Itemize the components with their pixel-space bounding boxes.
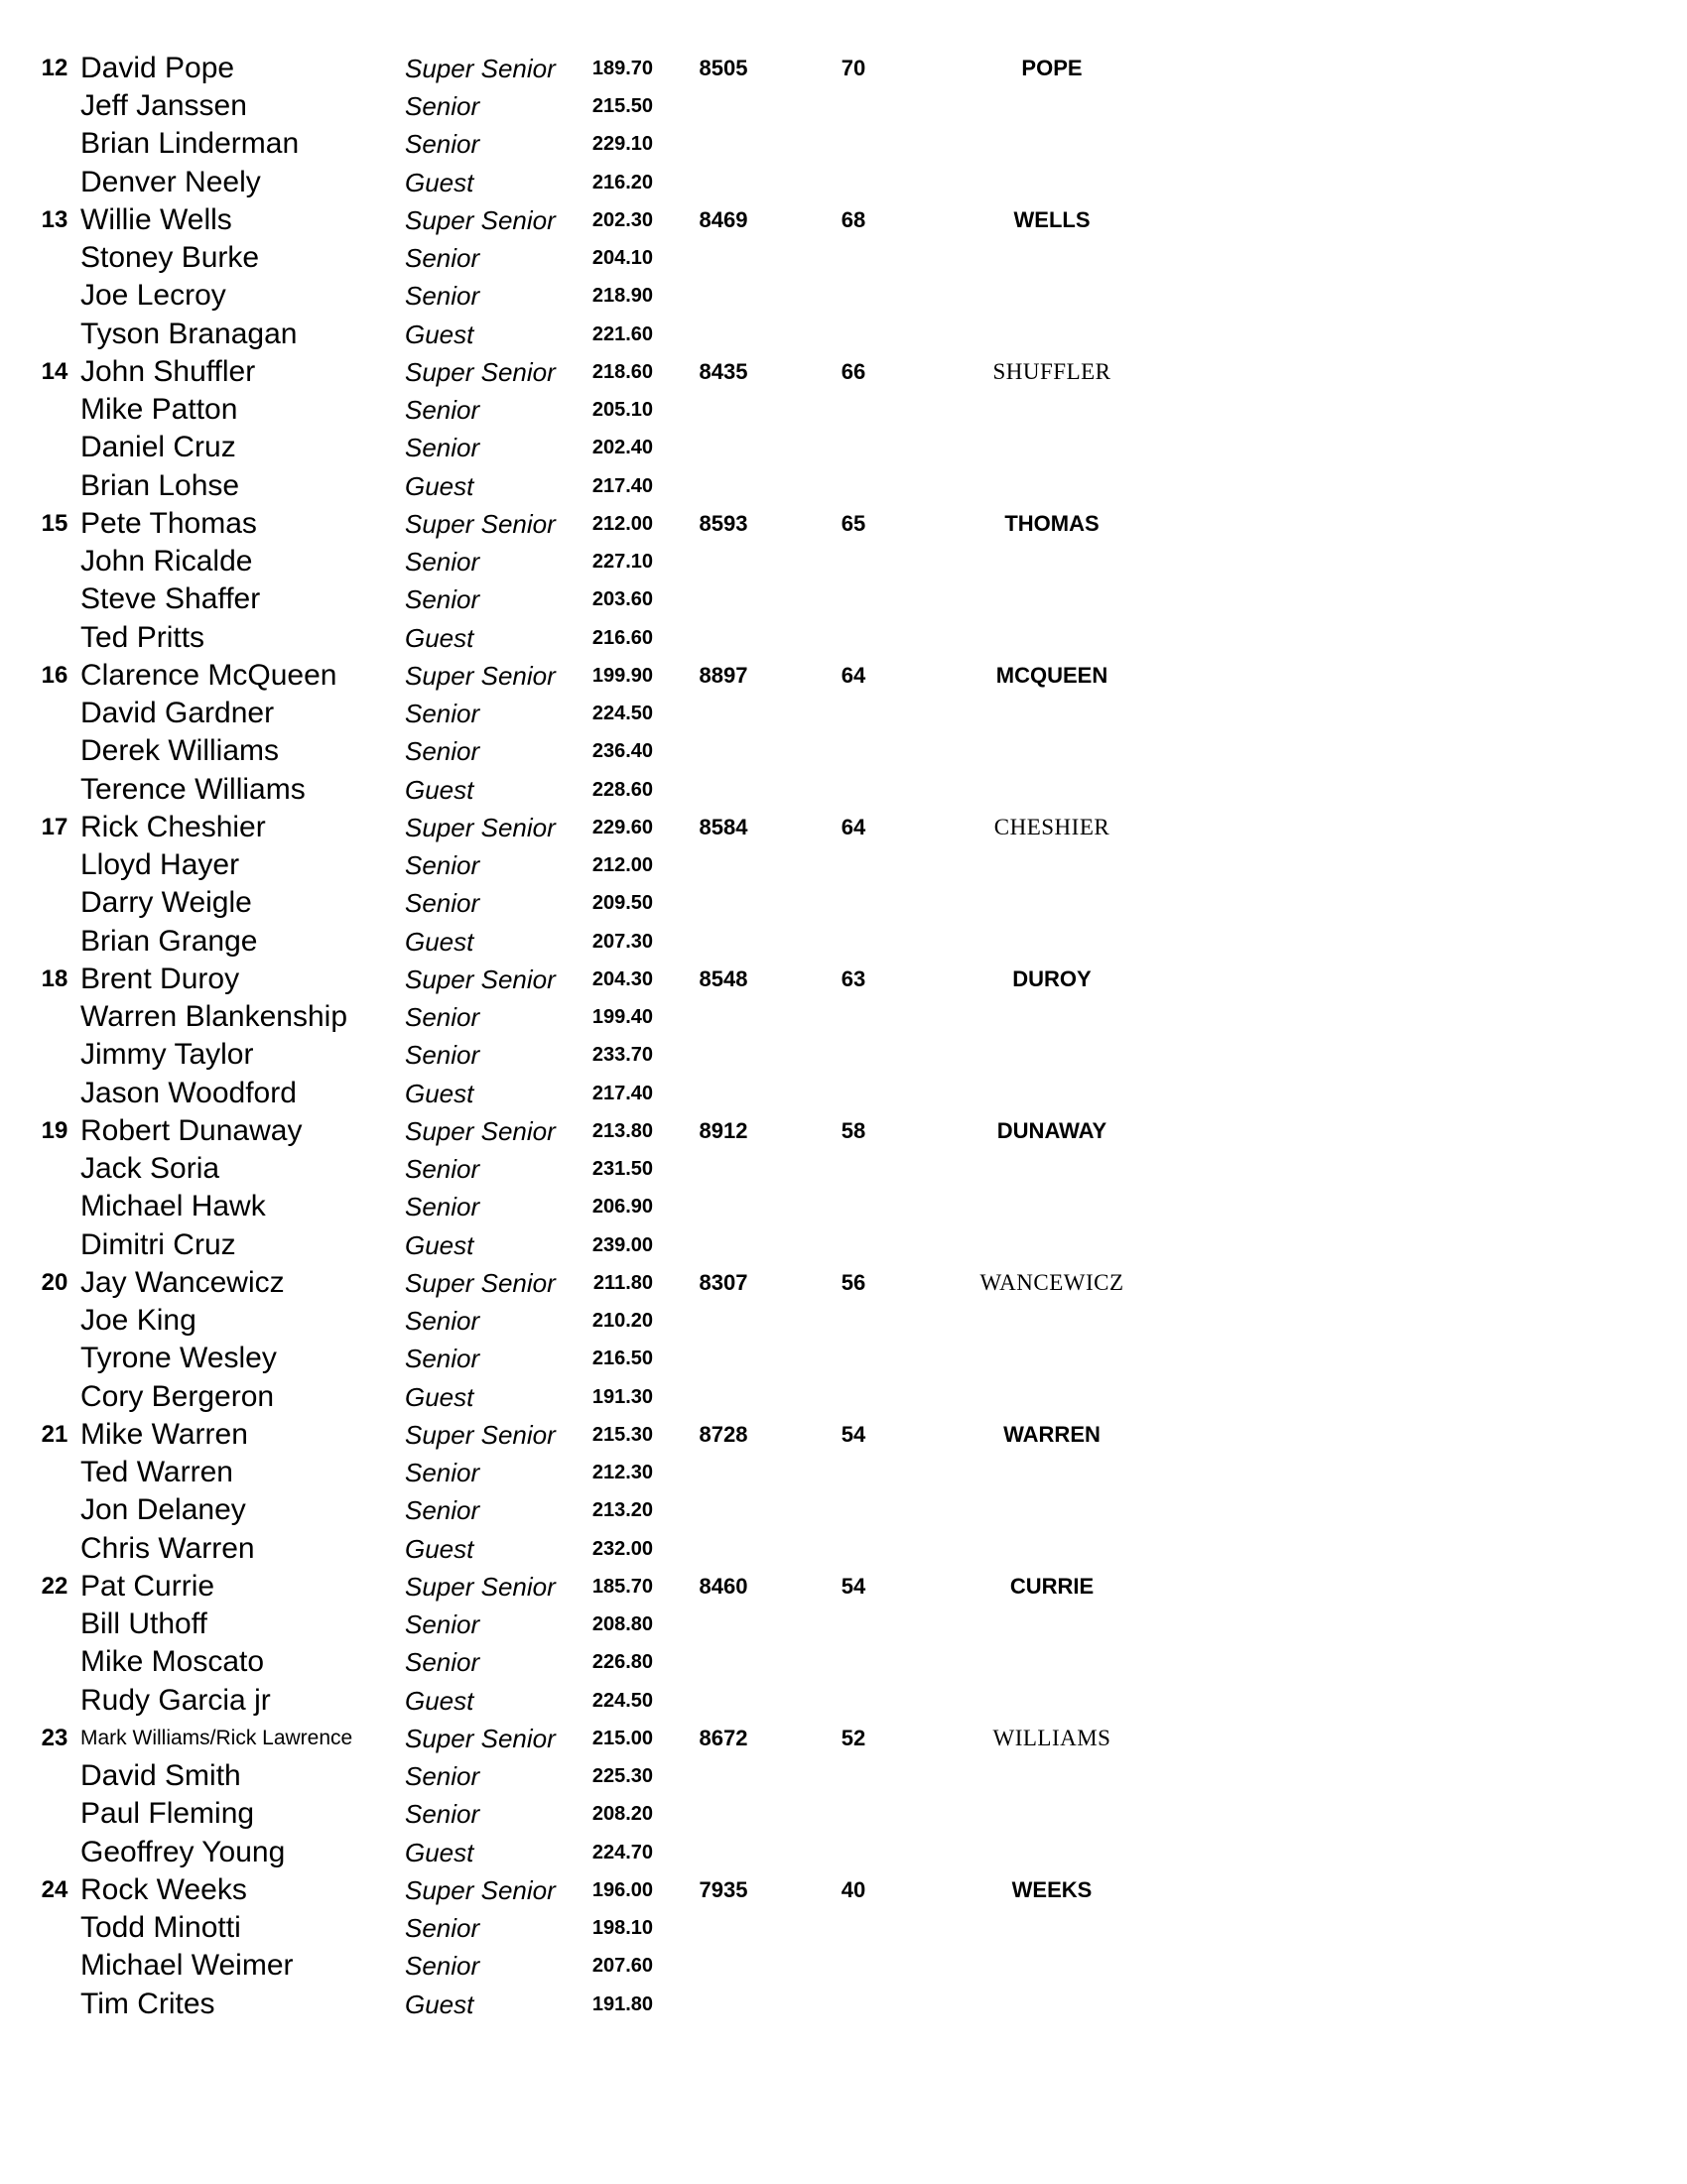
bowler-name: Jon Delaney <box>80 1493 246 1527</box>
team-block <box>0 1264 1687 1416</box>
bowler-score: 209.50 <box>591 892 653 915</box>
team-member-row <box>0 164 1687 201</box>
bowler-division: Guest <box>405 1078 474 1108</box>
team-member-row <box>0 505 1687 543</box>
team-rank: 17 <box>41 814 68 840</box>
bowler-name: David Pope <box>80 52 235 84</box>
bowler-division: Senior <box>405 395 480 426</box>
team-member-row <box>0 619 1687 657</box>
team-block <box>0 1112 1687 1264</box>
bowler-name: Tyrone Wesley <box>80 1342 277 1375</box>
bowler-division: Super Senior <box>405 813 556 842</box>
bowler-division: Guest <box>405 1685 474 1716</box>
bowler-score: 199.90 <box>591 665 653 687</box>
team-member-row <box>0 657 1687 695</box>
bowler-division: Guest <box>405 470 474 501</box>
team-rank: 16 <box>41 662 68 689</box>
bowler-name: John Shuffler <box>80 355 256 388</box>
bowler-name: Clarence McQueen <box>80 659 337 692</box>
bowler-score: 231.50 <box>591 1158 653 1181</box>
bowler-score: 215.00 <box>591 1728 653 1749</box>
bowler-name: Derek Williams <box>80 734 280 768</box>
team-member-row <box>0 125 1687 163</box>
team-member-row <box>0 1909 1687 1947</box>
bowler-division: Super Senior <box>405 661 556 691</box>
bowler-division: Super Senior <box>405 964 556 994</box>
team-name: WELLS <box>1013 207 1091 232</box>
team-member-row <box>0 961 1687 998</box>
team-block <box>0 1568 1687 1720</box>
team-block <box>0 657 1687 809</box>
bowler-division: Senior <box>405 1609 480 1640</box>
bowler-name: Darry Weigle <box>80 886 252 920</box>
bowler-score: 212.00 <box>591 513 653 535</box>
team-total: 8584 <box>699 815 748 839</box>
bowler-name: Pete Thomas <box>80 507 257 540</box>
bowler-division: Guest <box>405 167 474 197</box>
bowler-name: Cory Bergeron <box>80 1379 275 1413</box>
bowler-division: Guest <box>405 622 474 653</box>
team-name: THOMAS <box>1004 511 1100 536</box>
bowler-score: 216.60 <box>591 626 653 649</box>
team-member-row <box>0 277 1687 315</box>
team-member-row <box>0 1226 1687 1264</box>
team-name: WANCEWICZ <box>979 1270 1124 1295</box>
team-total: 8548 <box>699 966 748 991</box>
bowler-score: 224.70 <box>591 1841 653 1863</box>
team-block <box>0 1720 1687 1871</box>
bowler-name: Rick Cheshier <box>80 811 266 843</box>
bowler-division: Super Senior <box>405 509 556 539</box>
bowler-score: 213.20 <box>591 1499 653 1522</box>
bowler-division: Guest <box>405 319 474 349</box>
bowler-division: Senior <box>405 547 480 578</box>
team-rank: 22 <box>41 1573 68 1600</box>
team-member-row <box>0 1416 1687 1454</box>
bowler-division: Senior <box>405 1647 480 1678</box>
team-block <box>0 961 1687 1112</box>
bowler-division: Guest <box>405 1989 474 2019</box>
bowler-name: Mike Patton <box>80 393 238 427</box>
bowler-name: Warren Blankenship <box>80 1000 348 1034</box>
team-member-row <box>0 1606 1687 1643</box>
team-total: 8728 <box>699 1422 748 1447</box>
bowler-division: Senior <box>405 1344 480 1374</box>
bowler-division: Senior <box>405 1306 480 1337</box>
bowler-score: 196.00 <box>591 1879 653 1901</box>
team-points: 64 <box>841 815 866 839</box>
team-member-row <box>0 998 1687 1036</box>
team-member-row <box>0 467 1687 505</box>
bowler-division: Senior <box>405 91 480 122</box>
bowler-score: 204.10 <box>591 247 653 270</box>
team-points: 65 <box>841 511 866 536</box>
bowler-division: Senior <box>405 1495 480 1526</box>
bowler-name: Daniel Cruz <box>80 431 236 464</box>
bowler-division: Super Senior <box>405 1116 556 1146</box>
bowler-division: Super Senior <box>405 1420 556 1450</box>
bowler-division: Guest <box>405 1229 474 1260</box>
team-points: 58 <box>841 1118 866 1143</box>
bowler-score: 229.60 <box>591 817 653 838</box>
team-member-row <box>0 429 1687 466</box>
team-name: POPE <box>1021 56 1083 80</box>
bowler-name: Jason Woodford <box>80 1076 297 1109</box>
bowler-score: 206.90 <box>591 1196 653 1219</box>
team-name: WILLIAMS <box>992 1726 1111 1750</box>
bowler-name: David Smith <box>80 1759 241 1793</box>
bowler-score: 225.30 <box>591 1765 653 1788</box>
bowler-name: Jimmy Taylor <box>80 1038 254 1072</box>
team-name: WEEKS <box>1011 1877 1093 1902</box>
bowler-division: Senior <box>405 850 480 881</box>
bowler-name: Terence Williams <box>80 772 306 806</box>
team-member-row <box>0 695 1687 732</box>
bowler-name: David Gardner <box>80 697 275 730</box>
team-member-row <box>0 1454 1687 1491</box>
team-member-row <box>0 1871 1687 1909</box>
bowler-score: 215.50 <box>591 95 653 118</box>
team-points: 68 <box>841 207 866 232</box>
team-total: 8435 <box>699 359 748 384</box>
bowler-score: 239.00 <box>591 1233 653 1256</box>
team-member-row <box>0 201 1687 239</box>
bowler-division: Senior <box>405 736 480 767</box>
bowler-name: Jay Wancewicz <box>80 1266 285 1299</box>
bowler-score: 224.50 <box>591 703 653 725</box>
team-points: 40 <box>841 1877 866 1902</box>
bowler-score: 210.20 <box>591 1310 653 1333</box>
bowler-division: Super Senior <box>405 1572 556 1602</box>
team-member-row <box>0 1720 1687 1757</box>
team-standings-list <box>0 50 1687 2023</box>
bowler-name: Brent Duroy <box>80 963 240 995</box>
team-name: DUROY <box>1012 966 1092 991</box>
bowler-name: Jeff Janssen <box>80 89 247 123</box>
team-member-row <box>0 1682 1687 1720</box>
bowler-name: Brian Linderman <box>80 127 300 161</box>
team-points: 52 <box>841 1726 866 1750</box>
team-member-row <box>0 316 1687 353</box>
bowler-score: 208.20 <box>591 1803 653 1826</box>
bowler-name: Ted Warren <box>80 1456 233 1489</box>
bowler-name: Brian Grange <box>80 924 258 958</box>
team-block <box>0 50 1687 201</box>
team-member-row <box>0 391 1687 429</box>
team-name: SHUFFLER <box>992 359 1111 384</box>
team-member-row <box>0 1264 1687 1302</box>
bowler-score: 233.70 <box>591 1044 653 1067</box>
team-rank: 18 <box>41 965 68 992</box>
team-member-row <box>0 1150 1687 1188</box>
bowler-name: Rudy Garcia jr <box>80 1683 271 1717</box>
team-member-row <box>0 239 1687 277</box>
team-points: 70 <box>841 56 866 80</box>
team-points: 54 <box>841 1422 866 1447</box>
team-member-row <box>0 923 1687 961</box>
team-member-row <box>0 1947 1687 1985</box>
bowler-score: 217.40 <box>591 474 653 497</box>
bowler-name: Willie Wells <box>80 203 232 236</box>
team-rank: 20 <box>41 1269 68 1296</box>
bowler-division: Senior <box>405 1192 480 1222</box>
team-rank: 14 <box>41 358 68 385</box>
bowler-name: Steve Shaffer <box>80 582 261 616</box>
team-member-row <box>0 1188 1687 1225</box>
bowler-name: Chris Warren <box>80 1531 255 1565</box>
team-name: MCQUEEN <box>995 663 1108 688</box>
bowler-division: Senior <box>405 1154 480 1185</box>
team-member-row <box>0 543 1687 580</box>
team-name: CURRIE <box>1009 1574 1095 1599</box>
team-block <box>0 353 1687 505</box>
bowler-division: Guest <box>405 1533 474 1564</box>
team-member-row <box>0 1112 1687 1150</box>
bowler-name: Tim Crites <box>80 1987 215 2020</box>
team-rank: 21 <box>41 1421 68 1448</box>
team-total: 8672 <box>699 1726 748 1750</box>
bowler-name: Lloyd Hayer <box>80 848 240 882</box>
team-rank: 23 <box>41 1725 68 1751</box>
team-total: 8505 <box>699 56 748 80</box>
team-member-row <box>0 1075 1687 1112</box>
bowler-division: Super Senior <box>405 1724 556 1753</box>
bowler-division: Senior <box>405 1761 480 1792</box>
bowler-name: Michael Hawk <box>80 1190 266 1223</box>
bowler-score: 215.30 <box>591 1424 653 1446</box>
bowler-score: 203.60 <box>591 588 653 611</box>
bowler-division: Senior <box>405 1458 480 1488</box>
team-block <box>0 505 1687 657</box>
team-member-row <box>0 1491 1687 1529</box>
team-member-row <box>0 809 1687 846</box>
bowler-score: 208.80 <box>591 1613 653 1636</box>
bowler-name: Todd Minotti <box>80 1911 241 1945</box>
team-rank: 12 <box>41 55 68 81</box>
bowler-division: Guest <box>405 926 474 957</box>
bowler-name: Geoffrey Young <box>80 1835 286 1868</box>
team-total: 8593 <box>699 511 748 536</box>
bowler-name: Jack Soria <box>80 1152 220 1186</box>
team-member-row <box>0 1340 1687 1377</box>
bowler-division: Senior <box>405 433 480 463</box>
bowler-name: Mike Moscato <box>80 1645 265 1679</box>
bowler-division: Super Senior <box>405 54 556 83</box>
bowler-division: Super Senior <box>405 1268 556 1298</box>
team-points: 66 <box>841 359 866 384</box>
bowler-division: Guest <box>405 774 474 805</box>
team-total: 8912 <box>699 1118 748 1143</box>
team-member-row <box>0 1795 1687 1833</box>
team-points: 63 <box>841 966 866 991</box>
team-name: DUNAWAY <box>996 1118 1107 1143</box>
bowler-name: Paul Fleming <box>80 1797 255 1831</box>
team-points: 56 <box>841 1270 866 1295</box>
bowler-score: 185.70 <box>591 1576 653 1598</box>
bowler-division: Senior <box>405 699 480 729</box>
bowler-name: Stoney Burke <box>80 241 260 275</box>
bowler-name: Rock Weeks <box>80 1873 247 1906</box>
bowler-score: 207.30 <box>591 930 653 953</box>
bowler-division: Senior <box>405 1799 480 1830</box>
bowler-division: Senior <box>405 129 480 160</box>
bowler-name: Robert Dunaway <box>80 1114 303 1147</box>
bowler-score: 198.10 <box>591 1917 653 1940</box>
bowler-name: Ted Pritts <box>80 620 205 654</box>
bowler-score: 236.40 <box>591 740 653 763</box>
team-member-row <box>0 580 1687 618</box>
bowler-name: Mike Warren <box>80 1418 248 1451</box>
bowler-name: Joe King <box>80 1304 196 1338</box>
bowler-score: 212.00 <box>591 854 653 877</box>
bowler-score: 218.60 <box>591 361 653 383</box>
bowler-division: Senior <box>405 888 480 919</box>
bowler-score: 199.40 <box>591 1006 653 1029</box>
team-block <box>0 809 1687 961</box>
bowler-score: 202.30 <box>591 209 653 231</box>
team-name: CHESHIER <box>993 815 1110 839</box>
team-member-row <box>0 1036 1687 1074</box>
bowler-division: Senior <box>405 1951 480 1982</box>
bowler-name: Mark Williams/Rick Lawrence <box>80 1727 353 1749</box>
team-member-row <box>0 353 1687 391</box>
team-block <box>0 1416 1687 1568</box>
bowler-score: 218.90 <box>591 285 653 308</box>
bowler-score: 227.10 <box>591 551 653 574</box>
team-rank: 15 <box>41 510 68 537</box>
bowler-score: 191.30 <box>591 1385 653 1408</box>
team-points: 64 <box>841 663 866 688</box>
bowler-score: 217.40 <box>591 1082 653 1104</box>
bowler-division: Guest <box>405 1837 474 1867</box>
team-member-row <box>0 1302 1687 1340</box>
team-block <box>0 201 1687 353</box>
bowler-score: 205.10 <box>591 399 653 422</box>
team-total: 8469 <box>699 207 748 232</box>
team-total: 7935 <box>699 1877 748 1902</box>
bowler-name: Michael Weimer <box>80 1949 294 1983</box>
team-member-row <box>0 884 1687 922</box>
team-member-row <box>0 771 1687 809</box>
bowler-division: Super Senior <box>405 357 556 387</box>
bowler-division: Senior <box>405 243 480 274</box>
bowler-name: Bill Uthoff <box>80 1607 207 1641</box>
team-member-row <box>0 1834 1687 1871</box>
bowler-name: Tyson Branagan <box>80 317 298 350</box>
bowler-score: 202.40 <box>591 437 653 459</box>
bowler-score: 216.20 <box>591 171 653 193</box>
bowler-score: 232.00 <box>591 1537 653 1560</box>
team-member-row <box>0 1757 1687 1795</box>
bowler-score: 212.30 <box>591 1462 653 1484</box>
team-rank: 24 <box>41 1876 68 1903</box>
bowler-score: 191.80 <box>591 1992 653 2015</box>
bowler-score: 211.80 <box>592 1272 653 1294</box>
bowler-name: Dimitri Cruz <box>80 1227 236 1261</box>
bowler-name: Denver Neely <box>80 165 261 198</box>
bowler-name: John Ricalde <box>80 545 253 578</box>
team-points: 54 <box>841 1574 866 1599</box>
bowler-score: 226.80 <box>591 1651 653 1674</box>
bowler-division: Senior <box>405 281 480 312</box>
bowler-score: 216.50 <box>591 1348 653 1370</box>
team-member-row <box>0 732 1687 770</box>
team-member-row <box>0 87 1687 125</box>
bowler-name: Pat Currie <box>80 1570 215 1603</box>
team-block <box>0 1871 1687 2023</box>
team-member-row <box>0 1530 1687 1568</box>
bowler-division: Senior <box>405 1002 480 1033</box>
bowler-score: 213.80 <box>591 1120 653 1142</box>
bowler-division: Senior <box>405 584 480 615</box>
team-member-row <box>0 1378 1687 1416</box>
team-member-row <box>0 50 1687 87</box>
bowler-score: 229.10 <box>591 133 653 156</box>
bowler-score: 204.30 <box>591 968 653 990</box>
team-rank: 19 <box>41 1117 68 1144</box>
team-total: 8460 <box>699 1574 748 1599</box>
team-rank: 13 <box>41 206 68 233</box>
team-total: 8897 <box>699 663 748 688</box>
bowler-division: Guest <box>405 1381 474 1412</box>
team-member-row <box>0 1986 1687 2023</box>
bowler-score: 207.60 <box>591 1955 653 1978</box>
bowler-name: Joe Lecroy <box>80 279 226 313</box>
team-name: WARREN <box>1003 1422 1101 1447</box>
team-member-row <box>0 1643 1687 1681</box>
team-total: 8307 <box>699 1270 748 1295</box>
bowler-score: 221.60 <box>591 322 653 345</box>
bowler-name: Brian Lohse <box>80 468 240 502</box>
bowler-score: 224.50 <box>591 1689 653 1712</box>
bowler-division: Super Senior <box>405 1875 556 1905</box>
bowler-score: 228.60 <box>591 778 653 801</box>
bowler-division: Super Senior <box>405 205 556 235</box>
bowler-score: 189.70 <box>591 58 653 79</box>
team-member-row <box>0 1568 1687 1606</box>
bowler-division: Senior <box>405 1913 480 1944</box>
bowler-division: Senior <box>405 1040 480 1071</box>
team-member-row <box>0 846 1687 884</box>
